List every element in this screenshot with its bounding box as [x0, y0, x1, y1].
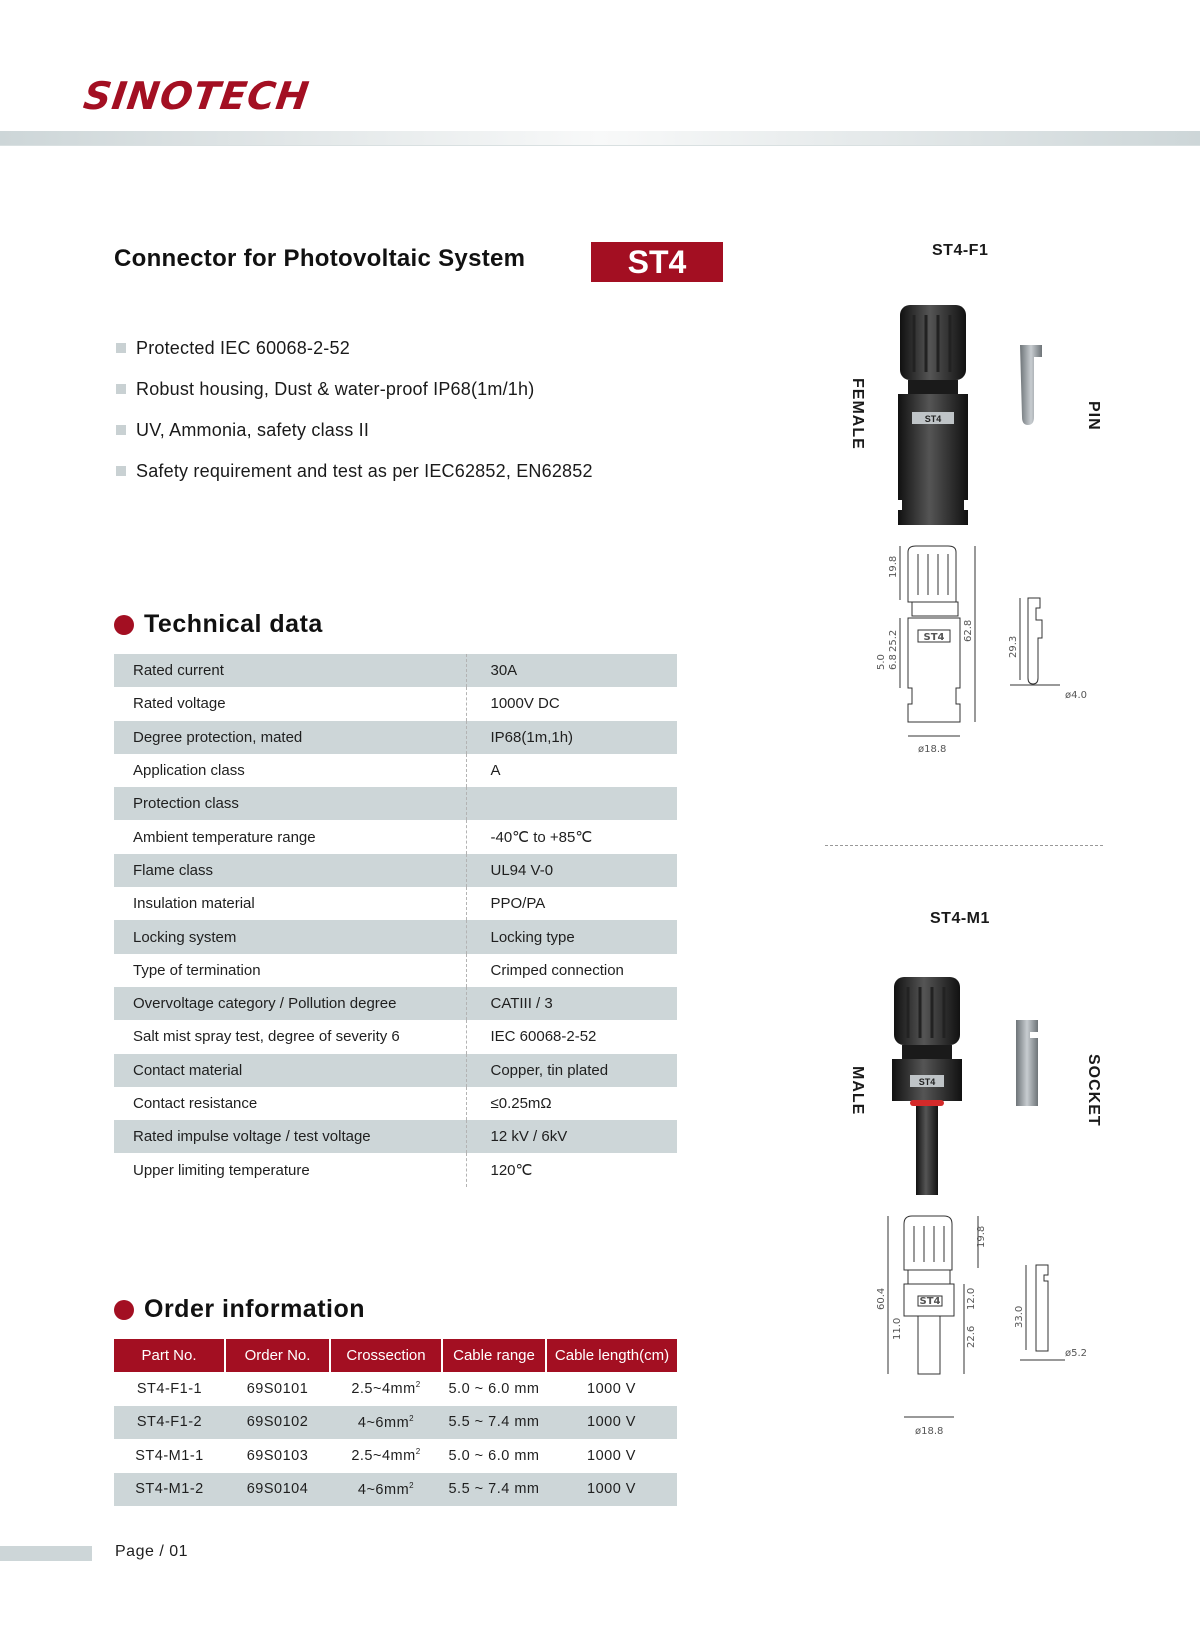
tech-key: Salt mist spray test, degree of severity 6	[133, 1028, 400, 1046]
order-row	[114, 1406, 677, 1440]
page-number: Page / 01	[115, 1543, 188, 1560]
body-mark: ST4	[918, 1077, 936, 1087]
brand-logo: SINOTECH	[80, 74, 313, 118]
tech-value: IP68(1m,1h)	[466, 721, 677, 754]
cable-length: 1000 V	[587, 1380, 636, 1397]
column-header: Order No.	[225, 1339, 330, 1372]
tech-key: Upper limiting temperature	[133, 1161, 310, 1179]
male-technical-drawing	[860, 1200, 1100, 1437]
nut-cap	[900, 305, 966, 380]
dim-pin-diameter: ø4.0	[1065, 690, 1088, 701]
tech-row	[114, 654, 677, 687]
female-technical-drawing	[860, 540, 1100, 770]
tech-key: Contact material	[114, 1054, 466, 1087]
dim-cap: 19.8	[888, 555, 899, 578]
part-number: ST4-M1-2	[114, 1473, 225, 1507]
column-header: Cable range	[442, 1339, 546, 1372]
pin-contact	[1020, 345, 1042, 425]
dim-diameter: ø18.8	[915, 1426, 944, 1437]
product-name-male: ST4-M1	[930, 910, 990, 927]
column-header: Cable length(cm)	[546, 1339, 677, 1372]
tech-row	[114, 920, 677, 953]
crossection: $4\sim 6mm^2$	[330, 1473, 442, 1507]
technical-data-heading: Technical data	[114, 610, 323, 639]
socket-contact	[1016, 1020, 1038, 1106]
tech-value: Copper, tin plated	[466, 1054, 677, 1087]
feature-list	[114, 338, 593, 502]
dim-socket-diameter: ø5.2	[1065, 1348, 1088, 1359]
tech-row	[114, 754, 677, 787]
tech-row	[114, 1153, 677, 1186]
order-number: 69S0101	[246, 1380, 309, 1397]
order-number: 69S0102	[225, 1406, 330, 1440]
cable-range: 5.0 ~ 6.0 mm	[448, 1380, 540, 1397]
red-dot-icon	[114, 1300, 134, 1320]
technical-data-table	[114, 654, 677, 1187]
dim-pin-length: 29.3	[1008, 635, 1019, 658]
svg-text:ST4: ST4	[919, 1296, 941, 1307]
tech-row	[114, 787, 677, 820]
order-number: 69S0104	[225, 1473, 330, 1507]
tech-key: Contact resistance	[133, 1095, 258, 1112]
square-bullet-icon	[116, 425, 126, 435]
dim-a: 6.8	[888, 654, 899, 670]
model-badge: ST4	[591, 242, 723, 282]
tech-value: IEC 60068-2-52	[466, 1020, 677, 1053]
socket-label: SOCKET	[1085, 1054, 1102, 1127]
dim-total: 62.8	[963, 619, 974, 642]
tech-value: 1000V DC	[466, 687, 677, 720]
dim-diameter: ø18.8	[918, 744, 947, 755]
body-mark: ST4	[924, 414, 942, 424]
tech-value	[466, 787, 677, 820]
svg-text:ST4: ST4	[923, 632, 945, 643]
cable-range: 5.5 ~ 7.4 mm	[442, 1473, 546, 1507]
tech-row	[114, 721, 677, 754]
tech-key: Ambient temperature range	[133, 828, 316, 846]
tech-row	[114, 954, 677, 987]
tech-key: Protection class	[114, 787, 466, 820]
feature-item: Protected IEC 60068-2-52	[114, 338, 593, 379]
product-name-female: ST4-F1	[932, 242, 989, 259]
tech-key: Locking system	[114, 920, 466, 953]
square-bullet-icon	[116, 466, 126, 476]
tech-row	[114, 887, 677, 920]
order-number: 69S0103	[246, 1447, 309, 1464]
tech-value: 120℃	[466, 1153, 677, 1186]
part-number: ST4-M1-1	[135, 1447, 204, 1464]
cable-length: 1000 V	[546, 1406, 677, 1440]
feature-item: Robust housing, Dust & water-proof IP68(1m/1h)	[114, 379, 593, 420]
cable-range: 5.0 ~ 6.0 mm	[448, 1447, 540, 1464]
crossection: $4\sim 6mm^2$	[330, 1406, 442, 1440]
female-label: FEMALE	[849, 378, 866, 450]
square-bullet-icon	[116, 343, 126, 353]
cable-range: 5.5 ~ 7.4 mm	[442, 1406, 546, 1440]
tech-key: Rated impulse voltage / test voltage	[114, 1120, 466, 1153]
cable-length: 1000 V	[546, 1473, 677, 1507]
dim-socket-length: 33.0	[1014, 1305, 1025, 1328]
pin-label: PIN	[1085, 401, 1102, 431]
part-number: ST4-F1-1	[136, 1380, 203, 1397]
tech-key: Rated current	[114, 654, 466, 687]
dim-tail: 22.6	[966, 1325, 977, 1348]
order-row	[114, 1439, 677, 1473]
feature-item: UV, Ammonia, safety class II	[114, 420, 593, 461]
part-number: ST4-F1-2	[114, 1406, 225, 1440]
tech-value: UL94 V-0	[466, 854, 677, 887]
male-label: MALE	[849, 1066, 866, 1116]
tech-key: Insulation material	[133, 895, 255, 913]
tech-value: A	[466, 754, 677, 787]
tech-value: PPO/PA	[466, 887, 677, 920]
tech-key: Overvoltage category / Pollution degree	[114, 987, 466, 1020]
tech-row	[114, 854, 677, 887]
tech-value: -40℃ to +85℃	[466, 820, 677, 853]
crossection: $2.5\sim 4mm^2$	[351, 1447, 421, 1465]
tech-row	[114, 1120, 677, 1153]
tech-value: ≤0.25mΩ	[466, 1087, 677, 1120]
page-title: Connector for Photovoltaic System	[114, 245, 526, 272]
dim-cap: 19.8	[976, 1225, 987, 1248]
tech-value: 12 kV / 6kV	[466, 1120, 677, 1153]
order-information-heading: Order information	[114, 1295, 365, 1324]
section-divider	[825, 845, 1103, 846]
tech-row	[114, 820, 677, 853]
tech-row	[114, 1054, 677, 1087]
dim-body: 25.2	[888, 629, 899, 652]
order-table-header	[114, 1339, 677, 1372]
tech-key: Rated voltage	[133, 695, 226, 713]
tech-value: 30A	[466, 654, 677, 687]
dim-body: 12.0	[966, 1287, 977, 1310]
nut-cap	[894, 977, 960, 1045]
column-header: Crossection	[330, 1339, 442, 1372]
tech-row	[114, 687, 677, 720]
tech-key: Application class	[133, 762, 245, 780]
dim-b: 5.0	[876, 654, 887, 670]
footer-bar	[0, 1546, 92, 1561]
square-bullet-icon	[116, 384, 126, 394]
order-row	[114, 1473, 677, 1507]
tech-value: Crimped connection	[466, 954, 677, 987]
red-dot-icon	[114, 615, 134, 635]
tech-row	[114, 1087, 677, 1120]
column-header: Part No.	[114, 1339, 225, 1372]
header-band	[0, 131, 1200, 146]
male-connector-photo	[880, 970, 1100, 1195]
tech-value: Locking type	[466, 920, 677, 953]
tech-row	[114, 1020, 677, 1053]
female-connector-photo	[880, 300, 1100, 550]
tech-key: Type of termination	[133, 961, 261, 979]
order-row	[114, 1372, 677, 1406]
cable-length: 1000 V	[587, 1447, 636, 1464]
tech-key: Degree protection, mated	[114, 721, 466, 754]
feature-item: Safety requirement and test as per IEC62852, EN62852	[114, 461, 593, 502]
tech-key: Flame class	[114, 854, 466, 887]
tech-value: CATIII / 3	[466, 987, 677, 1020]
dim-total: 60.4	[876, 1287, 887, 1310]
dim-latch: 11.0	[892, 1317, 903, 1340]
crossection: $2.5\sim 4mm^2$	[351, 1380, 421, 1398]
tech-row	[114, 987, 677, 1020]
order-information-table	[114, 1339, 677, 1506]
